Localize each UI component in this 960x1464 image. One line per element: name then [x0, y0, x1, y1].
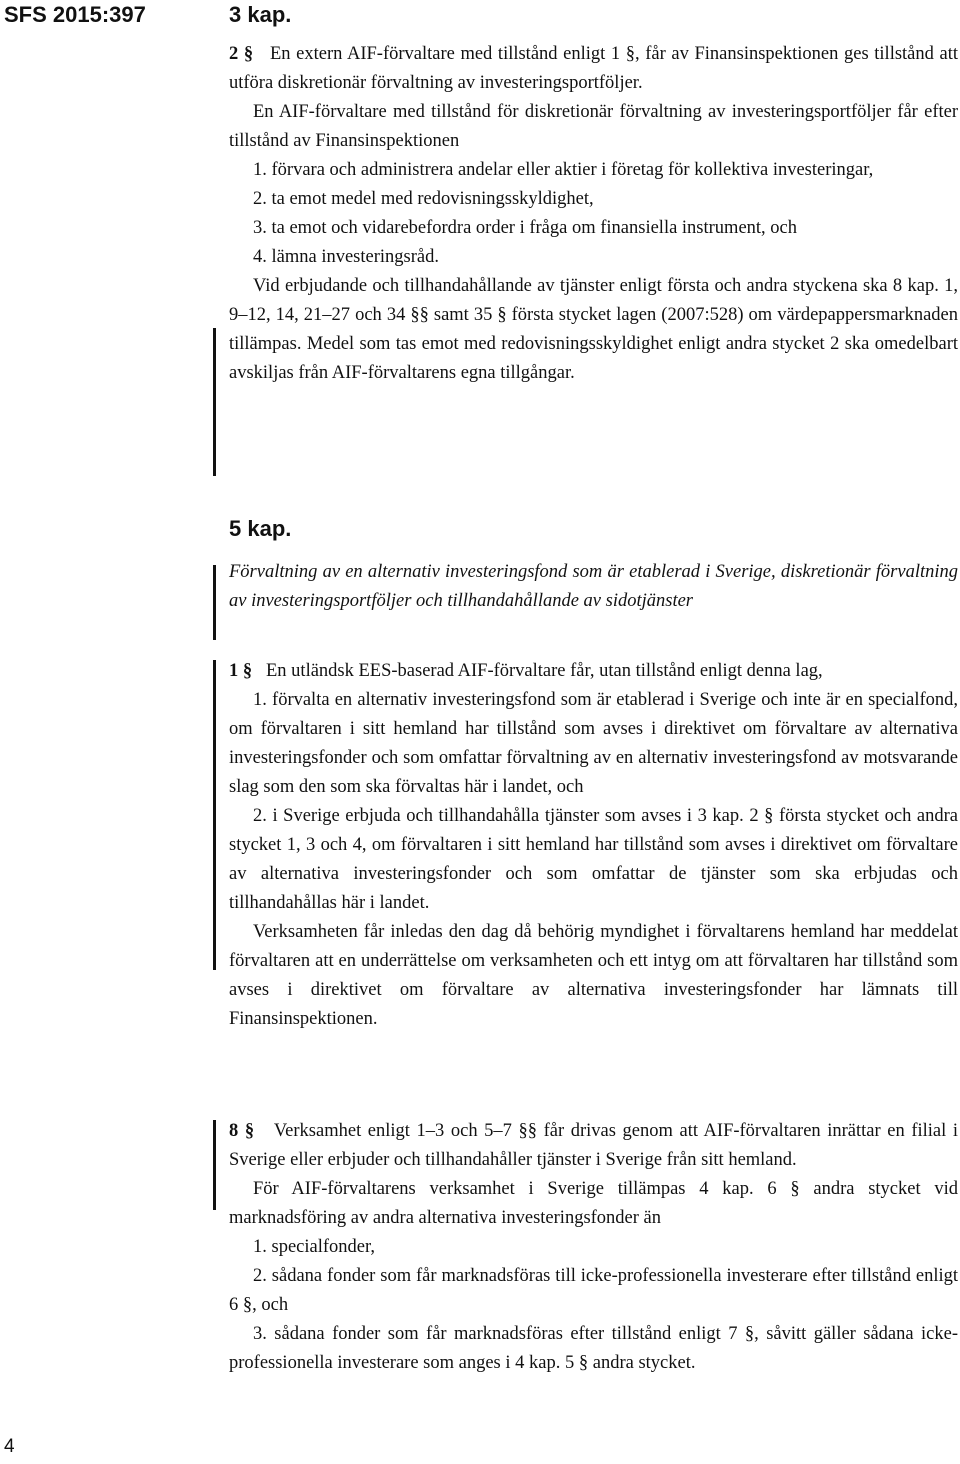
- list-item: 2. sådana fonder som får marknadsföras till icke-professionella investerare efter tillstånd enligt 6 §, och: [229, 1266, 958, 1315]
- paragraph: En AIF-förvaltare med tillstånd för diskretionär förvaltning av investeringsportföljer får efter tillstånd av Finansinspektionen: [229, 102, 958, 151]
- paragraph-text: En extern AIF-förvaltare med tillstånd enligt 1 §, får av Finansinspektionen ges tillstånd att utföra diskretionär förvaltning av investeringsportföljer.: [229, 44, 958, 93]
- change-bar: [213, 565, 216, 640]
- chapter-heading: 5 kap.: [229, 516, 292, 541]
- list-item: 3. sådana fonder som får marknadsföras efter tillstånd enligt 7 §, såvitt gäller sådana icke-professionella investerare som anges i 4 kap. 5 § andra stycket.: [229, 1324, 958, 1373]
- list-item: 2. i Sverige erbjuda och tillhandahålla tjänster som avses i 3 kap. 2 § första stycket och andra stycket 1, 3 och 4, om förvaltaren i sitt hemland har tillstånd som avses i direktivet om förvaltare av alternativa investeringsfonder och som omfattar de tjänster som ska erbjudas och tillhandahållas här i landet.: [229, 806, 958, 913]
- change-bar: [213, 660, 216, 970]
- list-item: 2. ta emot medel med redovisningsskyldighet,: [253, 189, 594, 209]
- paragraph: För AIF-förvaltarens verksamhet i Sverige tillämpas 4 kap. 6 § andra stycket vid marknadsföring av andra alternativa investeringsfonder än: [229, 1179, 958, 1228]
- change-bar: [213, 1120, 216, 1210]
- chapter-subheading: Förvaltning av en alternativ investeringsfond som är etablerad i Sverige, diskretionär förvaltning av investeringsportföljer och tillhandahållande av sidotjänster: [229, 562, 958, 611]
- page-number: 4: [4, 1436, 15, 1457]
- list-item: 4. lämna investeringsråd.: [253, 247, 439, 267]
- section-number: 1 §: [229, 661, 253, 681]
- sfs-number: SFS 2015:397: [4, 2, 146, 27]
- section-number: 8 §: [229, 1121, 255, 1141]
- paragraph: [229, 1117, 958, 1175]
- chapter-heading: 3 kap.: [229, 2, 292, 27]
- paragraph: Verksamheten får inledas den dag då behörig myndighet i förvaltarens hemland har meddelat förvaltaren att en underrättelse om verksamheten och ett intyg om att förvaltaren har tillstånd som avses i direktivet om förvaltare av alternativa investeringsfonder har lämnats till Finansinspektionen.: [229, 922, 958, 1029]
- paragraph: Vid erbjudande och tillhandahållande av tjänster enligt första och andra styckena ska 8 kap. 1, 9–12, 14, 21–27 och 34 §§ samt 35 § första stycket lagen (2007:528) om värdepappersmarknaden tillämpas. Medel som tas emot med redovisningsskyldighet enligt andra stycket 2 ska omedelbart avskiljas från AIF-förvaltarens egna tillgångar.: [229, 276, 958, 383]
- list-item: 3. ta emot och vidarebefordra order i fråga om finansiella instrument, och: [253, 218, 798, 238]
- paragraph: [229, 657, 958, 686]
- change-bar: [213, 328, 216, 476]
- list-item: 1. förvara och administrera andelar eller aktier i företag för kollektiva investeringar,: [253, 160, 874, 180]
- paragraph: [229, 40, 958, 98]
- section-number: 2 §: [229, 44, 254, 64]
- list-item: 1. specialfonder,: [253, 1237, 376, 1257]
- paragraph-text: En utländsk EES-baserad AIF-förvaltare får, utan tillstånd enligt denna lag,: [266, 661, 823, 681]
- paragraph-text: Verksamhet enligt 1–3 och 5–7 §§ får drivas genom att AIF-förvaltaren inrättar en filial i Sverige eller erbjuder och tillhandahåller tjänster i Sverige från sitt hemland.: [229, 1121, 958, 1170]
- list-item: 1. förvalta en alternativ investeringsfond som är etablerad i Sverige och inte är en specialfond, om förvaltaren i sitt hemland har tillstånd som avses i direktivet om förvaltare av alternativa investeringsfonder och som omfattar förvaltning av en alternativ investeringsfond av motsvarande slag som den som ska förvaltas här i landet, och: [229, 690, 958, 797]
